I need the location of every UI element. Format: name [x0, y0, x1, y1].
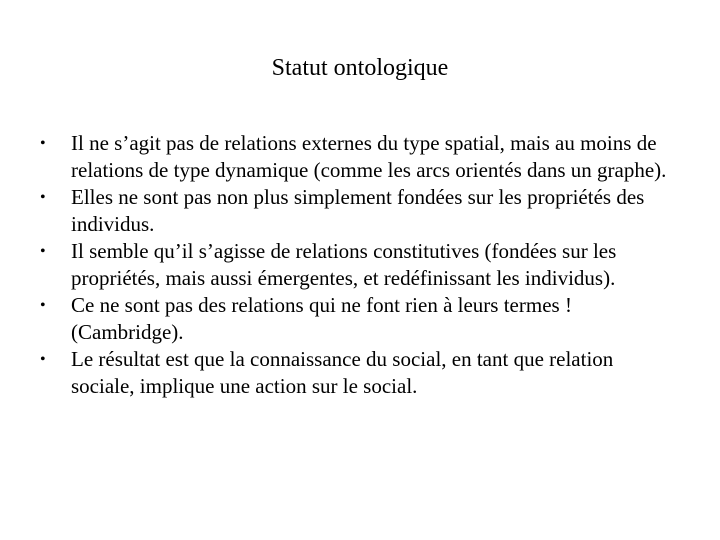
bullet-item-2	[40, 184, 680, 238]
bullet-icon: •	[40, 135, 46, 152]
bullet-text: Il ne s’agit pas de relations externes du type spatial, mais au moins de relations de type dynamique (comme les arcs orientés dans un graphe).	[71, 131, 667, 182]
bullet-icon: •	[40, 189, 46, 206]
bullet-item-4	[40, 292, 680, 346]
bullet-text: Il semble qu’il s’agisse de relations constitutives (fondées sur les propriétés, mais aussi émergentes, et redéfinissant les individus).	[71, 239, 617, 290]
bullet-text: Le résultat est que la connaissance du social, en tant que relation sociale, implique une action sur le social.	[71, 347, 614, 398]
bullet-text: Elles ne sont pas non plus simplement fondées sur les propriétés des individus.	[71, 185, 645, 236]
bullet-icon: •	[40, 243, 46, 260]
bullet-item-3	[40, 238, 680, 292]
bullet-icon: •	[40, 297, 46, 314]
bullet-icon: •	[40, 351, 46, 368]
slide-title: Statut ontologique	[271, 55, 449, 81]
bullet-list	[40, 130, 680, 400]
bullet-text: Ce ne sont pas des relations qui ne font rien à leurs termes ! (Cambridge).	[71, 293, 572, 344]
bullet-item-5	[40, 346, 680, 400]
bullet-item-1	[40, 130, 680, 184]
